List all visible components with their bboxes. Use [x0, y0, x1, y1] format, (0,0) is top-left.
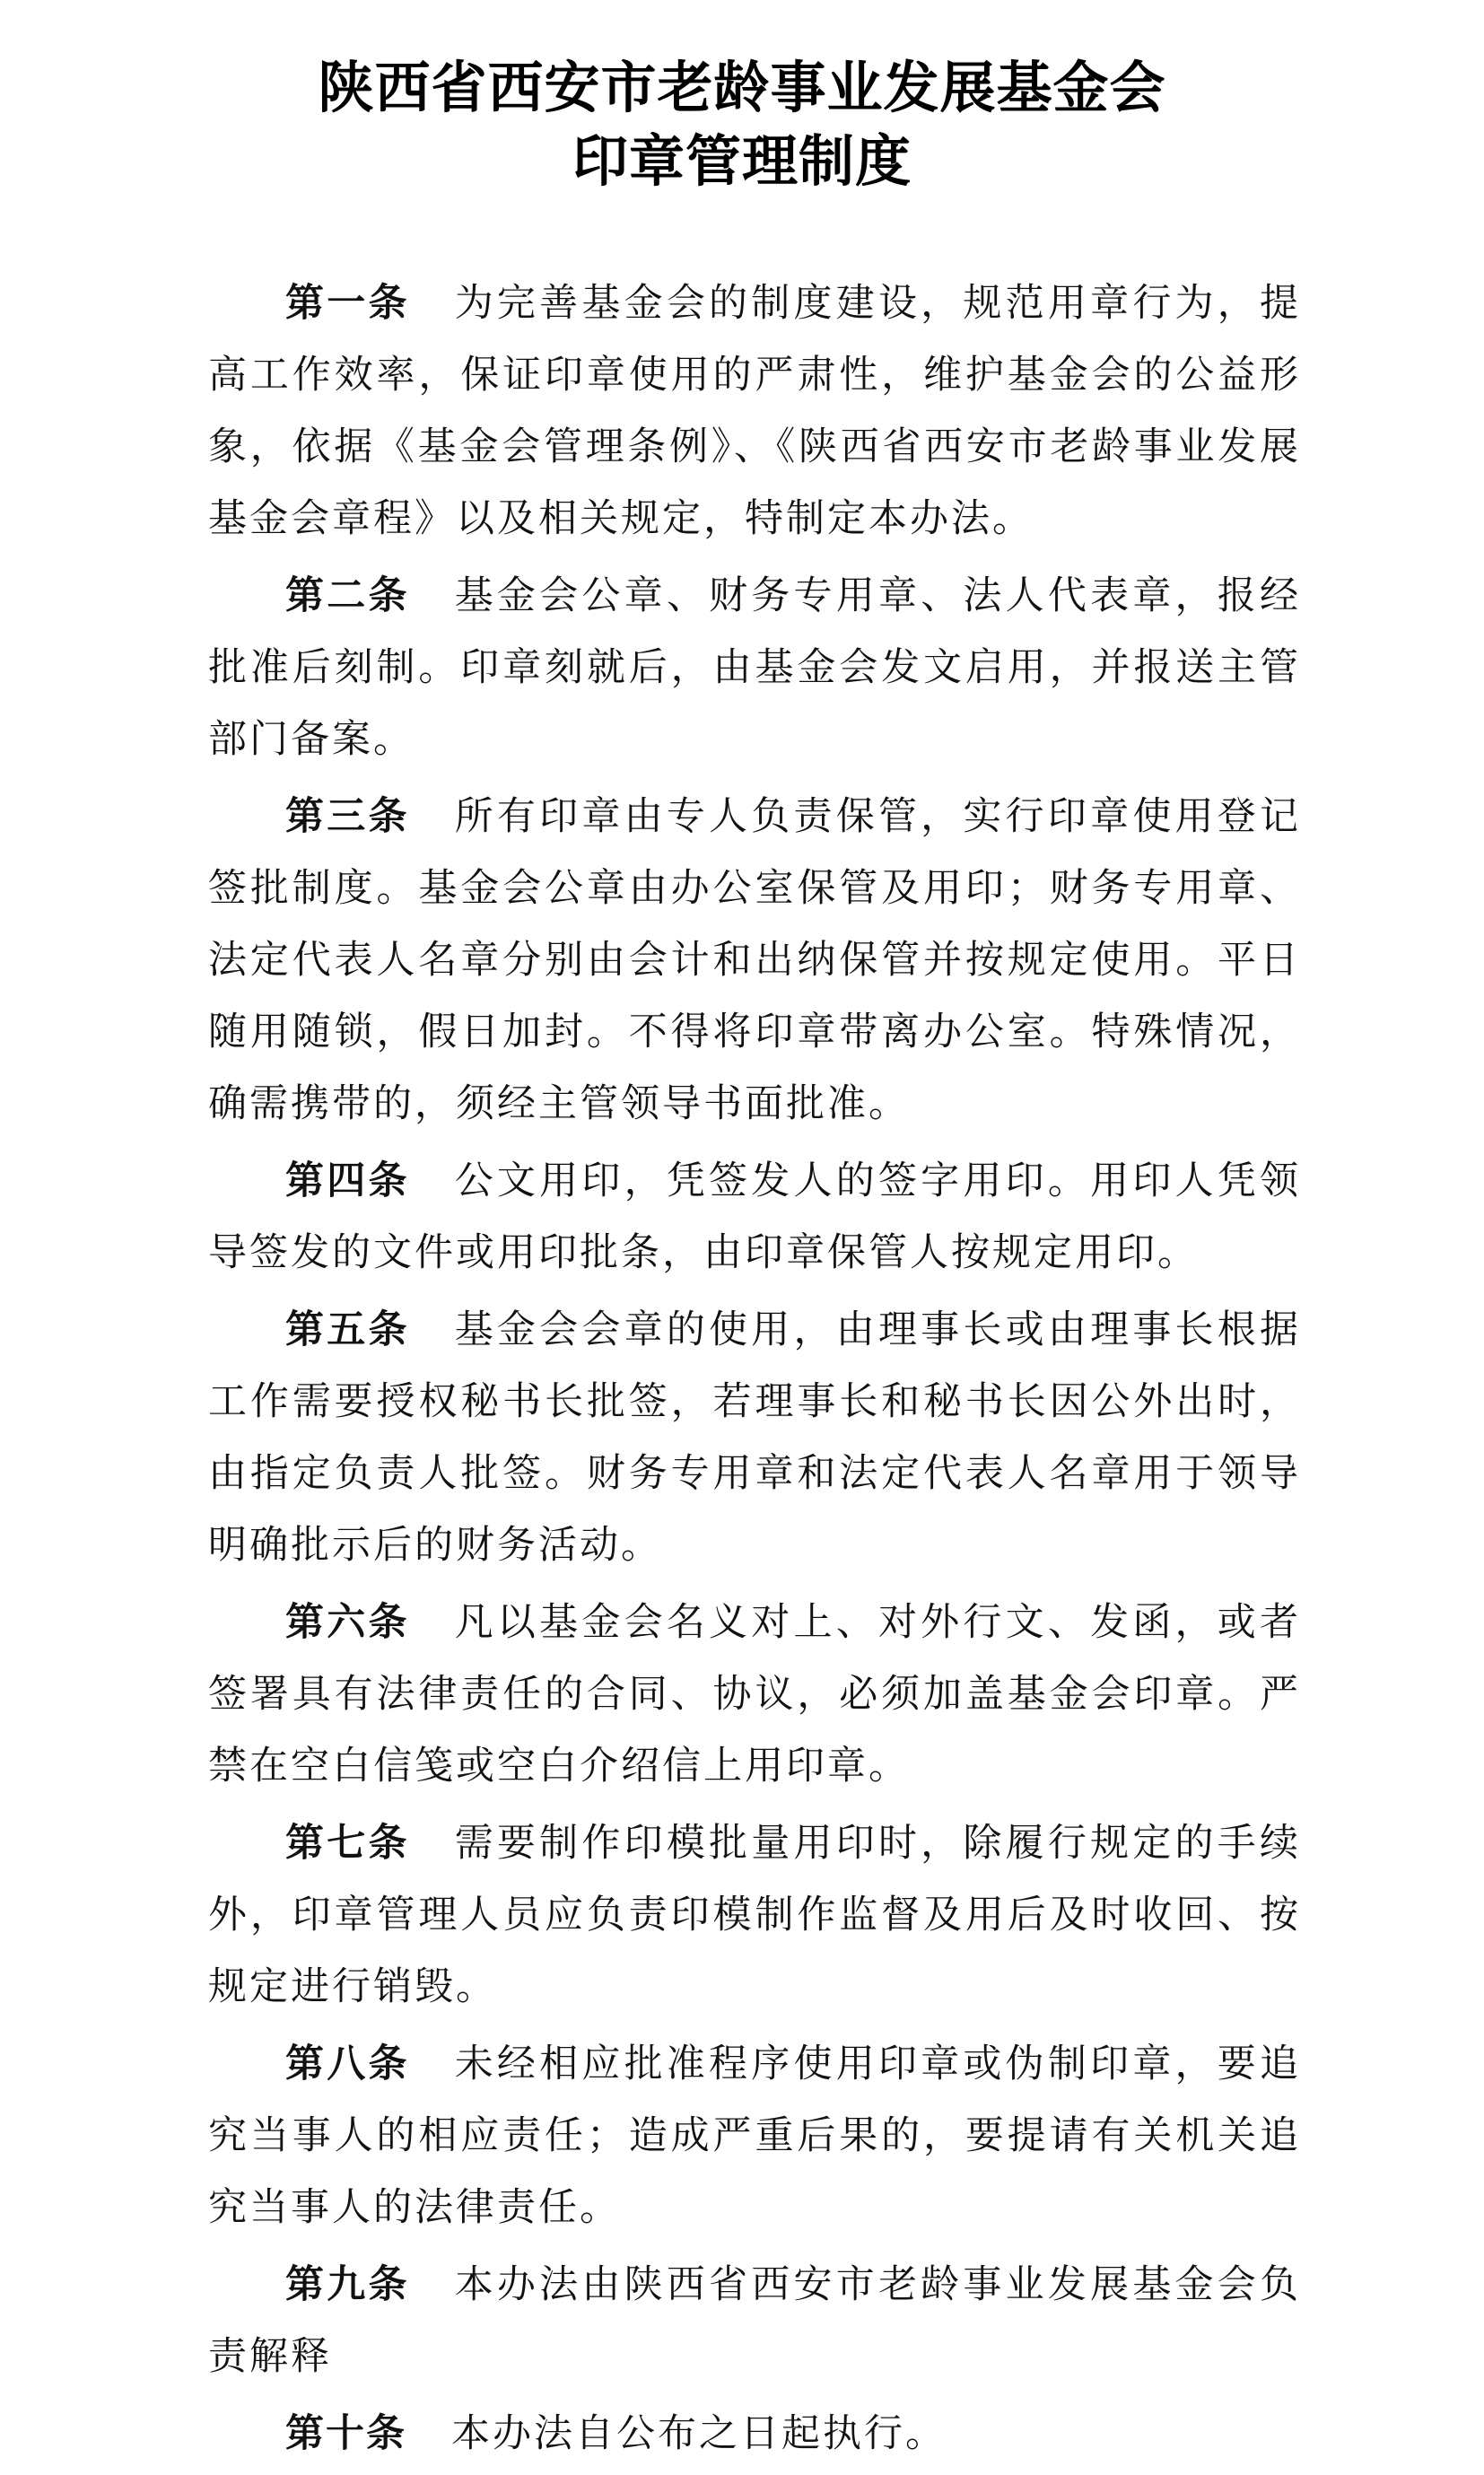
article-7 [208, 1807, 1301, 2023]
article-label: 第一条 [285, 281, 410, 326]
article-4 [208, 1145, 1301, 1289]
article-1 [208, 267, 1301, 555]
article-5 [208, 1294, 1301, 1581]
article-text: 本办法自公布之日起执行。 [451, 2411, 947, 2456]
article-label: 第八条 [285, 2042, 410, 2086]
article-text: 所有印章由专人负责保管，实行印章使用登记签批制度。基金会公章由办公室保管及用印；财务专用章、法定代表人名章分别由会计和出纳保管并按规定使用。平日随用随锁，假日加封。不得将印章带离办公室。特殊情况，确需携带的，须经主管领导书面批准。 [208, 794, 1302, 1126]
article-label: 第九条 [285, 2262, 410, 2307]
article-text: 基金会公章、财务专用章、法人代表章，报经批准后刻制。印章刻就后，由基金会发文启用，并报送主管部门备案。 [208, 573, 1302, 762]
document-title-line1: 陕西省西安市老龄事业发展基金会 [318, 55, 1166, 120]
article-text: 凡以基金会名义对上、对外行文、发函，或者签署具有法律责任的合同、协议，必须加盖基金会印章。严禁在空白信笺或空白介绍信上用印章。 [208, 1600, 1302, 1788]
article-2 [208, 560, 1301, 775]
document-title-line2: 印章管理制度 [572, 128, 912, 194]
article-8 [208, 2028, 1301, 2243]
article-label: 第六条 [285, 1600, 410, 1645]
article-6 [208, 1587, 1301, 1802]
article-label: 第十条 [285, 2411, 406, 2456]
article-label: 第七条 [285, 1821, 410, 1866]
article-10 [208, 2398, 1301, 2470]
article-label: 第二条 [285, 573, 410, 618]
article-label: 第三条 [285, 794, 410, 839]
article-3 [208, 781, 1301, 1140]
document-body [208, 267, 1301, 2475]
article-label: 第四条 [285, 1159, 410, 1203]
article-text: 本办法由陕西省西安市老龄事业发展基金会负责解释 [208, 2262, 1302, 2379]
article-text: 为完善基金会的制度建设，规范用章行为，提高工作效率，保证印章使用的严肃性，维护基金会的公益形象，依据《基金会管理条例》、《陕西省西安市老龄事业发展基金会章程》以及相关规定，特制定本办法。 [208, 281, 1302, 541]
article-text: 公文用印，凭签发人的签字用印。用印人凭领导签发的文件或用印批条，由印章保管人按规定用印。 [208, 1159, 1302, 1275]
article-text: 需要制作印模批量用印时，除履行规定的手续外，印章管理人员应负责印模制作监督及用后及时收回、按规定进行销毁。 [208, 1821, 1302, 2009]
article-label: 第五条 [285, 1307, 410, 1352]
article-text: 未经相应批准程序使用印章或伪制印章，要追究当事人的相应责任；造成严重后果的，要提请有关机关追究当事人的法律责任。 [208, 2042, 1302, 2230]
article-9 [208, 2249, 1301, 2392]
article-text: 基金会会章的使用，由理事长或由理事长根据工作需要授权秘书长批签，若理事长和秘书长因公外出时，由指定负责人批签。财务专用章和法定代表人名章用于领导明确批示后的财务活动。 [208, 1307, 1302, 1568]
